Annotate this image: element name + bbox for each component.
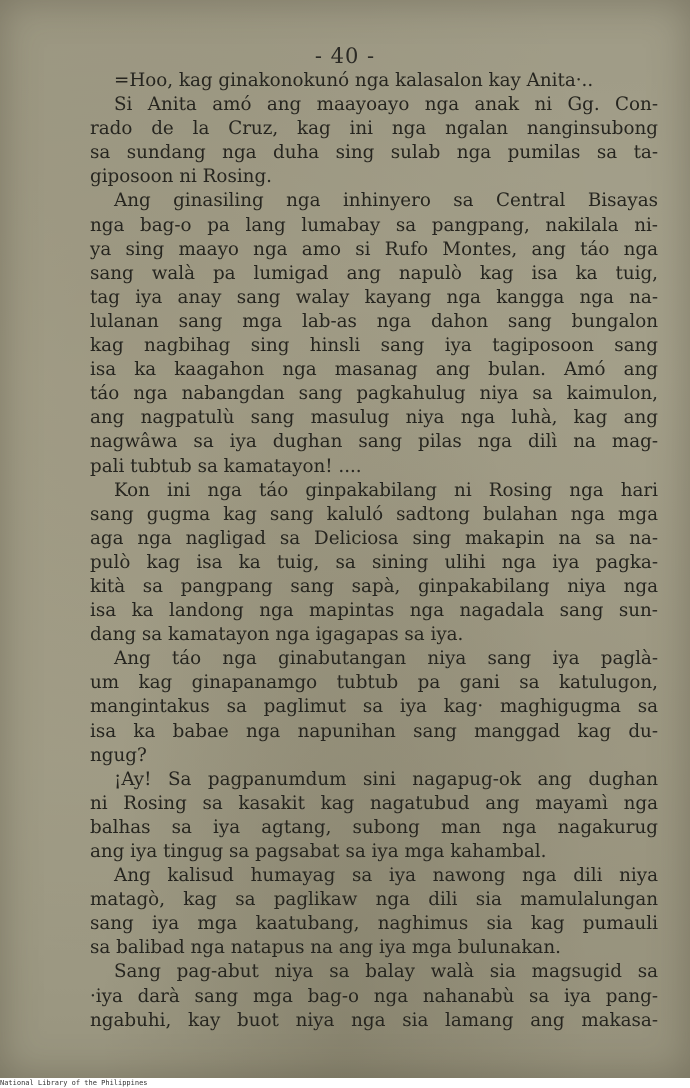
text-line: =Hoo, kag ginakonokunó nga kalasalon kay Anita·.. [114, 70, 594, 91]
text-line: sang gugma kag sang kaluló sadtong bulahan nga mga [90, 503, 658, 525]
text-line: Kon ini nga táo ginpakabilang ni Rosing nga hari [114, 479, 658, 501]
text-line: balhas sa iya agtang, subong man nga nagakurug [90, 816, 658, 838]
text-line: sa sundang nga duha sing sulab nga pumilas sa ta- [90, 142, 658, 164]
text-line: pulò kag isa ka tuig, sa sining ulihi nga iya pagka- [90, 551, 658, 573]
text-line: lulanan sang mga lab-as nga dahon sang bungalon [90, 310, 658, 332]
text-line: tag iya anay sang walay kayang nga kangga nga na- [90, 286, 658, 308]
paragraph [90, 189, 658, 478]
text-line: Ang ginasiling nga inhinyero sa Central Bisayas [114, 190, 658, 212]
text-line: ngabuhi, kay buot niya nga sia lamang ang makasa- [90, 1009, 658, 1031]
text-line: Ang kalisud humayag sa iya nawong nga dili niya [114, 865, 658, 887]
paragraph [90, 479, 658, 648]
text-line: Si Anita amó ang maayoayo nga anak ni Gg. Con- [114, 94, 658, 116]
text-line: rado de la Cruz, kag ini nga ngalan nanginsubong [90, 118, 658, 140]
paragraph [90, 647, 658, 767]
text-line: ang iya tingug sa pagsabat sa iya mga kahambal. [90, 841, 547, 862]
page-number: - 40 - [314, 44, 376, 68]
text-line: ¡Ay! Sa pagpanumdum sini nagapug-ok ang dughan [114, 768, 658, 790]
text-line: isa ka kaagahon nga masanag ang bulan. Amó ang [90, 359, 658, 381]
paragraph [90, 93, 658, 189]
text-line: isa ka babae nga napunihan sang manggad kag du- [90, 720, 658, 742]
text-line: sang walà pa lumigad ang napulò kag isa ka tuig, [90, 262, 658, 284]
text-line: matagò, kag sa paglikaw nga dili sia mamulalungan [90, 889, 658, 911]
text-line: mangintakus sa paglimut sa iya kag· maghigugma sa [90, 696, 658, 718]
text-line: Ang táo nga ginabutangan niya sang iya paglà- [114, 648, 658, 670]
text-line: táo nga nabangdan sang pagkahulug niya sa kaimulon, [90, 383, 658, 405]
text-line: kag nagbihag sing hinsli sang iya tagiposoon sang [90, 335, 658, 357]
text-line: giposoon ni Rosing. [90, 166, 272, 188]
text-line: Sang pag-abut niya sa balay walà sia magsugid sa [114, 961, 658, 983]
text-line: nagwâwa sa iya dughan sang pilas nga dilì na mag- [90, 431, 658, 453]
paragraph [90, 768, 658, 864]
text-line: ya sing maayo nga amo si Rufo Montes, ang táo nga [90, 238, 658, 260]
text-line: dang sa kamatayon nga igagapas sa iya. [90, 624, 464, 646]
text-line: ang nagpatulù sang masulug niya nga luhà, kag ang [90, 407, 658, 429]
paragraph [90, 960, 658, 1032]
text-line: ni Rosing sa kasakit kag nagatubud ang mayamì nga [90, 792, 658, 814]
text-line: isa ka landong nga mapintas nga nagadala sang sun- [90, 600, 658, 622]
text-line: kità sa pangpang sang sapà, ginpakabilang niya nga [90, 575, 658, 597]
text-line: sang iya mga kaatubang, naghimus sia kag pumauli [90, 913, 658, 935]
paragraph [90, 864, 658, 960]
text-line: nga bag-o pa lang lumabay sa pangpang, nakilala ni- [90, 214, 658, 236]
text-line: sa balibad nga natapus na ang iya mga bulunakan. [90, 937, 561, 959]
text-line: ·iya darà sang mga bag-o nga nahanabù sa iya pang- [90, 985, 658, 1007]
text-line: aga nga nagligad sa Deliciosa sing makapin na sa na- [90, 527, 658, 549]
text-line: um kag ginapanamgo tubtub pa gani sa katulugon, [90, 672, 658, 694]
source-credit: National Library of the Philippines [0, 1079, 148, 1087]
paragraph [90, 69, 658, 93]
text-line: pali tubtub sa kamatayon! .... [90, 455, 362, 477]
text-line: ngug? [90, 744, 147, 766]
body-text [90, 69, 658, 1033]
